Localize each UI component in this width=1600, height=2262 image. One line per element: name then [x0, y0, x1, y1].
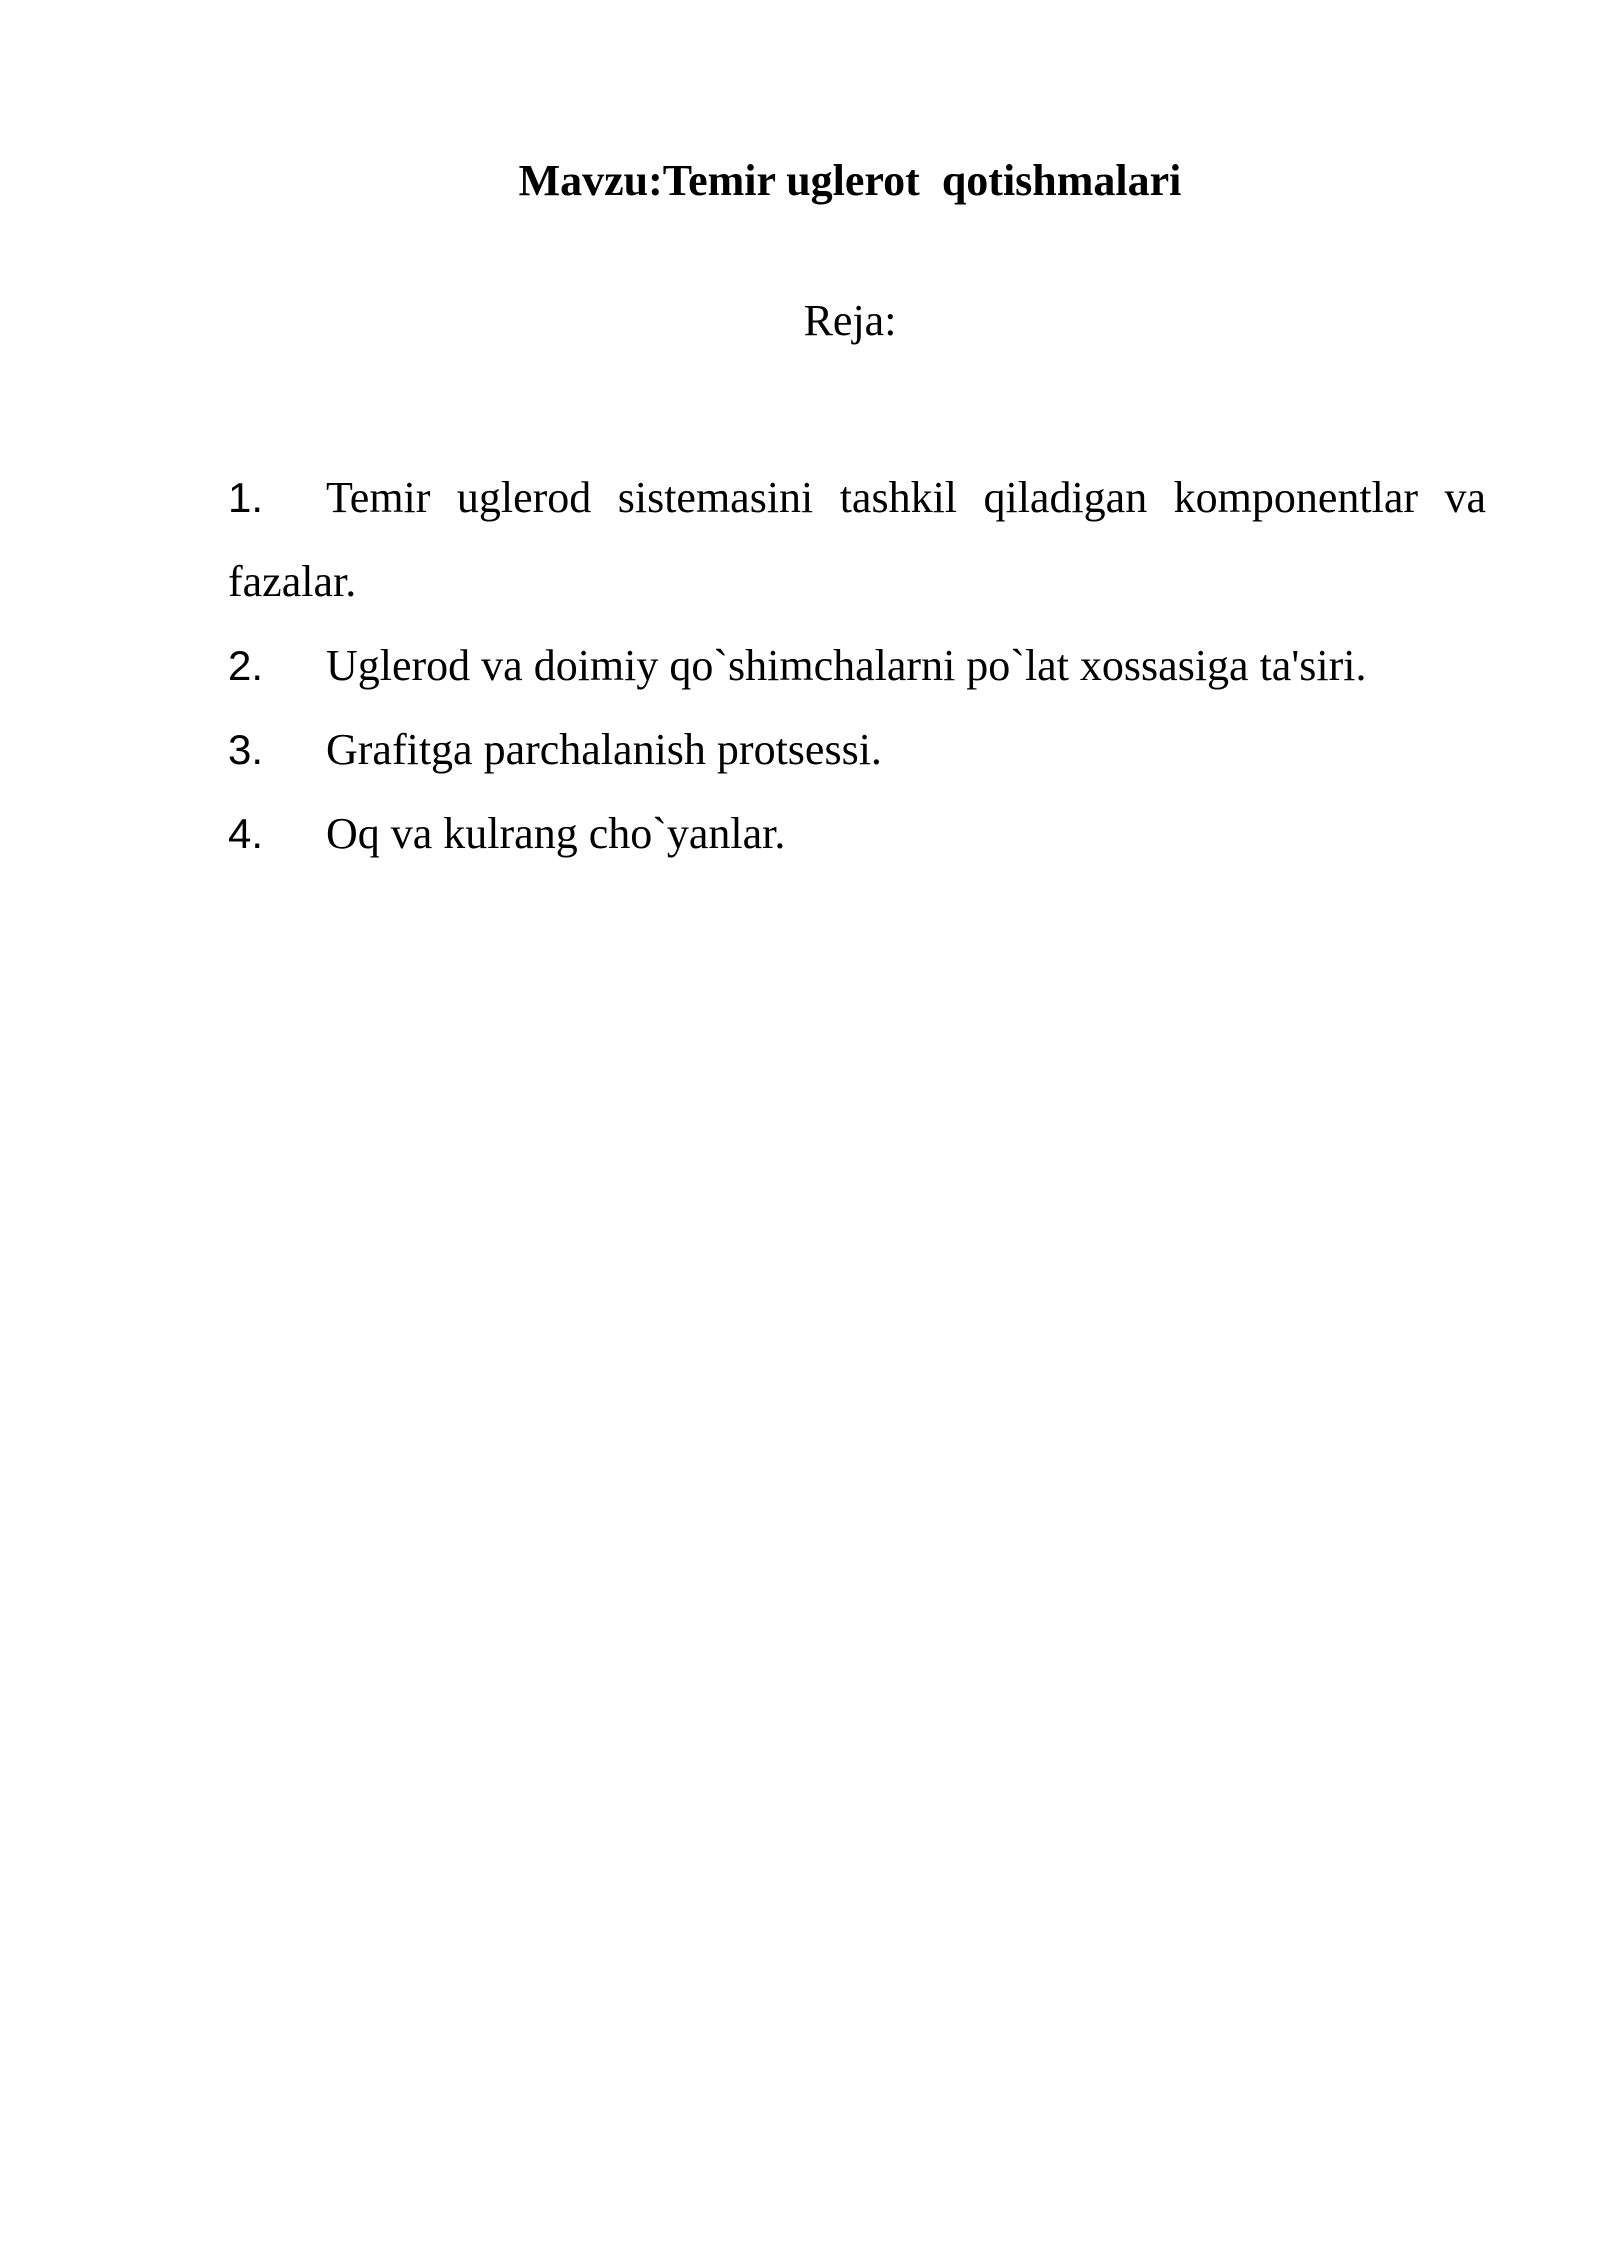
plan-list: [228, 456, 1486, 876]
list-item: [228, 708, 1486, 792]
list-item: [228, 456, 1486, 624]
plan-heading: Reja:: [803, 296, 897, 345]
list-item-text: Temir uglerod sistemasini tashkil qiladigan komponentlar va fazalar.: [228, 473, 1486, 606]
list-item-text: Uglerod va doimiy qo`shimchalarni po`lat xossasiga ta'siri.: [326, 641, 1367, 690]
list-item-number: 4.: [228, 810, 264, 857]
list-item-number: 3.: [228, 726, 264, 773]
list-item-text: Oq va kulrang cho`yanlar.: [326, 809, 786, 858]
list-item-number: 2.: [228, 642, 264, 689]
list-item: [228, 792, 1486, 876]
page-title: Mavzu:Temir uglerot qotishmalari: [518, 156, 1182, 205]
list-item: [228, 624, 1486, 708]
list-item-number: 1.: [228, 474, 264, 521]
list-item-text: Grafitga parchalanish protsessi.: [326, 725, 882, 774]
